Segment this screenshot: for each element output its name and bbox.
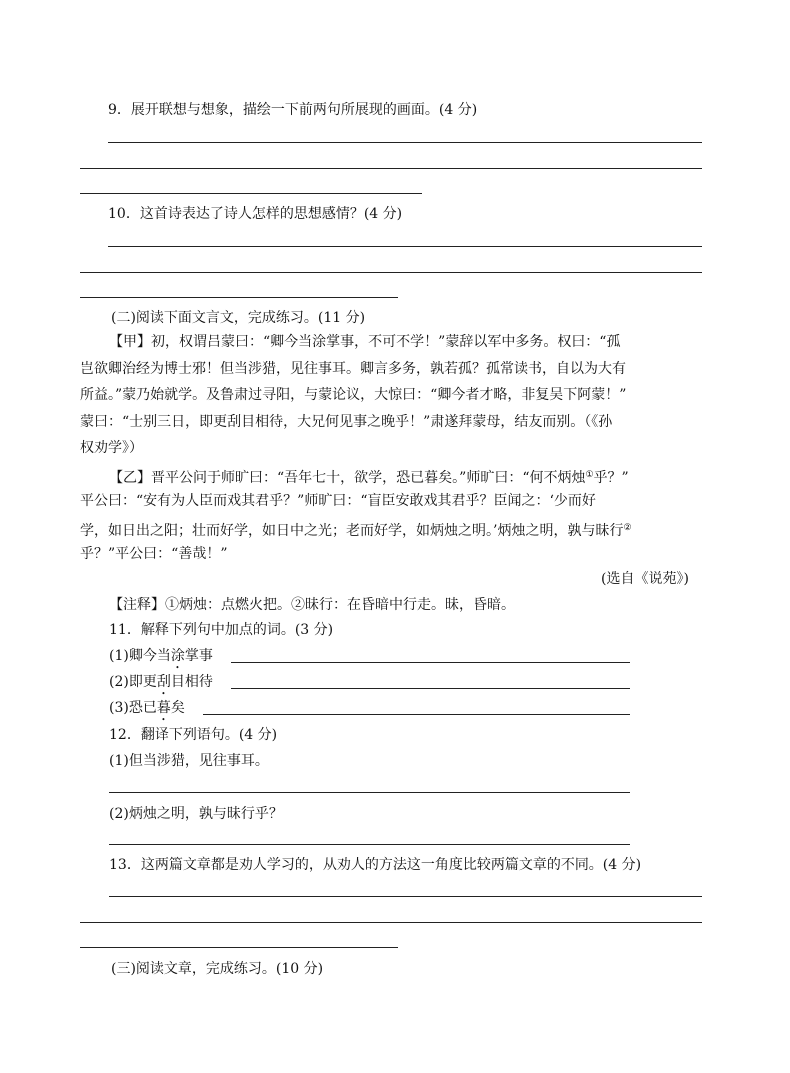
answer-line[interactable] [109, 896, 702, 897]
answer-line[interactable] [108, 246, 702, 247]
answer-blank[interactable] [203, 714, 630, 715]
question-10: 10．这首诗表达了诗人怎样的思想感情？(4 分) [108, 206, 403, 222]
passage-a-line: 蒙曰：“士别三日，即更刮目相待，大兄何见事之晚乎！”肃遂拜蒙母，结友而别。（《孙 [80, 414, 613, 430]
answer-line[interactable] [109, 792, 630, 793]
question-12: 12．翻译下列语句。(4 分) [109, 727, 278, 743]
passage-a-line: 岂欲卿治经为博士邪！但当涉猎，见往事耳。卿言多务，孰若孤？孤常读书，自以为大有 [80, 361, 626, 377]
passage-a-line: 权劝学》） [80, 440, 143, 456]
q12-item: (1)但当涉猎，见往事耳。 [109, 753, 269, 769]
answer-line[interactable] [80, 272, 702, 273]
q11-item: (3)恐已暮矣 [109, 700, 185, 716]
passage-b-line: 学，如日出之阳；壮而好学，如日中之光；老而好学，如炳烛之明。’炳烛之明，孰与昧行② [80, 523, 632, 539]
question-9: 9．展开联想与想象，描绘一下前两句所展现的画面。(4 分) [108, 102, 478, 118]
answer-blank[interactable] [231, 662, 630, 663]
answer-line[interactable] [80, 947, 398, 948]
answer-line[interactable] [80, 168, 702, 169]
answer-line[interactable] [109, 844, 630, 845]
answer-line[interactable] [80, 922, 702, 923]
question-11: 11．解释下列句中加点的词。(3 分) [109, 622, 334, 638]
passage-a-line: 所益。”蒙乃始就学。及鲁肃过寻阳，与蒙论议，大惊曰：“卿今者才略，非复吴下阿蒙！” [80, 387, 627, 403]
section-2-heading: (二)阅读下面文言文，完成练习。(11 分) [111, 310, 366, 326]
answer-line[interactable] [80, 297, 398, 298]
passage-b-line: 【乙】晋平公问于师旷曰：“吾年七十，欲学，恐已暮矣。”师旷曰：“何不炳烛①乎？” [109, 470, 629, 486]
answer-line[interactable] [80, 193, 422, 194]
passage-b-line: 乎？”平公曰：“善哉！” [80, 546, 228, 562]
source-citation: (选自《说苑》) [601, 571, 689, 587]
footnote-marker: ② [623, 523, 632, 533]
q12-item: (2)炳烛之明，孰与昧行乎？ [109, 806, 283, 822]
footnote-marker: ① [585, 470, 594, 480]
answer-blank[interactable] [231, 688, 630, 689]
passage-b-line: 平公曰：“安有为人臣而戏其君乎？”师旷曰：“盲臣安敢戏其君乎？臣闻之：‘少而好 [80, 493, 596, 509]
q11-item: (2)即更刮目相待 [109, 674, 213, 690]
section-3-heading: (三)阅读文章，完成练习。(10 分) [111, 961, 324, 977]
annotation: 【注释】①炳烛：点燃火把。②昧行：在昏暗中行走。昧，昏暗。 [109, 597, 515, 613]
passage-a-line: 【甲】初，权谓吕蒙曰：“卿今当涂掌事，不可不学！”蒙辞以军中多务。权曰：“孤 [109, 334, 621, 350]
answer-line[interactable] [108, 142, 702, 143]
question-13: 13．这两篇文章都是劝人学习的，从劝人的方法这一角度比较两篇文章的不同。(4 分) [109, 857, 642, 873]
q11-item: (1)卿今当涂掌事 [109, 648, 213, 664]
